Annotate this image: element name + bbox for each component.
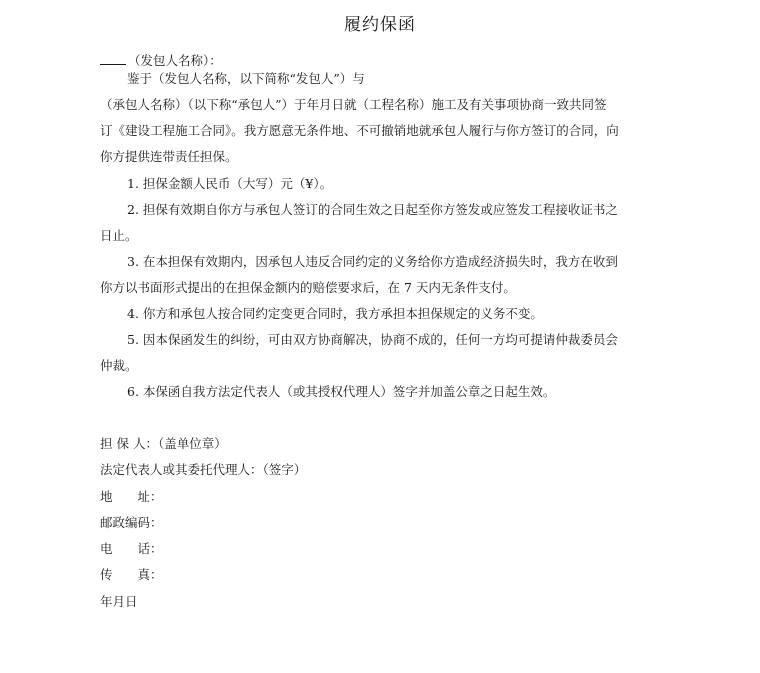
clause-3-line-2: 你方以书面形式提出的在担保金额内的赔偿要求后，在 7 天内无条件支付。 — [100, 280, 516, 295]
phone-field: 电 话： — [100, 541, 163, 556]
document-title: 履约保函 — [344, 15, 416, 35]
paragraph-1-line-4: 你方提供连带责任担保。 — [100, 149, 238, 164]
salutation-text: （发包人名称）： — [128, 53, 222, 68]
clause-2-line-2: 日止。 — [100, 228, 138, 243]
postcode-field: 邮政编码： — [100, 515, 163, 530]
paragraph-1-line-1: 鉴于（发包人名称，以下简称“发包人”）与 — [127, 71, 365, 86]
clause-2-line-1: 2. 担保有效期自你方与承包人签订的合同生效之日起至你方签发或应签发工程接收证书之 — [127, 202, 618, 217]
clause-1: 1. 担保金额人民币（大写）元（¥）。 — [127, 176, 333, 191]
clause-5-line-2: 仲裁。 — [100, 358, 138, 373]
date-field: 年月日 — [100, 594, 138, 609]
paragraph-1-line-3: 订《建设工程施工合同》。我方愿意无条件地、不可撤销地就承包人履行与你方签订的合同，向 — [100, 123, 619, 138]
clause-5-line-1: 5. 因本保函发生的纠纷，可由双方协商解决，协商不成的，任何一方均可提请仲裁委员会 — [127, 332, 618, 347]
guarantor-field: 担 保 人：（盖单位章） — [100, 436, 227, 451]
paragraph-1-line-2: （承包人名称）（以下称“承包人”）于年月日就（工程名称）施工及有关事项协商一致共同签 — [100, 97, 607, 112]
clause-3-line-1: 3. 在本担保有效期内，因承包人违反合同约定的义务给你方造成经济损失时，我方在收到 — [127, 254, 618, 269]
address-field: 地 址： — [100, 489, 163, 504]
salutation-line — [100, 53, 222, 69]
recipient-blank — [100, 53, 126, 65]
clause-6: 6. 本保函自我方法定代表人（或其授权代理人）签字并加盖公章之日起生效。 — [127, 384, 556, 399]
representative-field: 法定代表人或其委托代理人：（签字） — [100, 462, 307, 477]
clause-4: 4. 你方和承包人按合同约定变更合同时，我方承担本担保规定的义务不变。 — [127, 306, 543, 321]
fax-field: 传 真： — [100, 567, 163, 582]
